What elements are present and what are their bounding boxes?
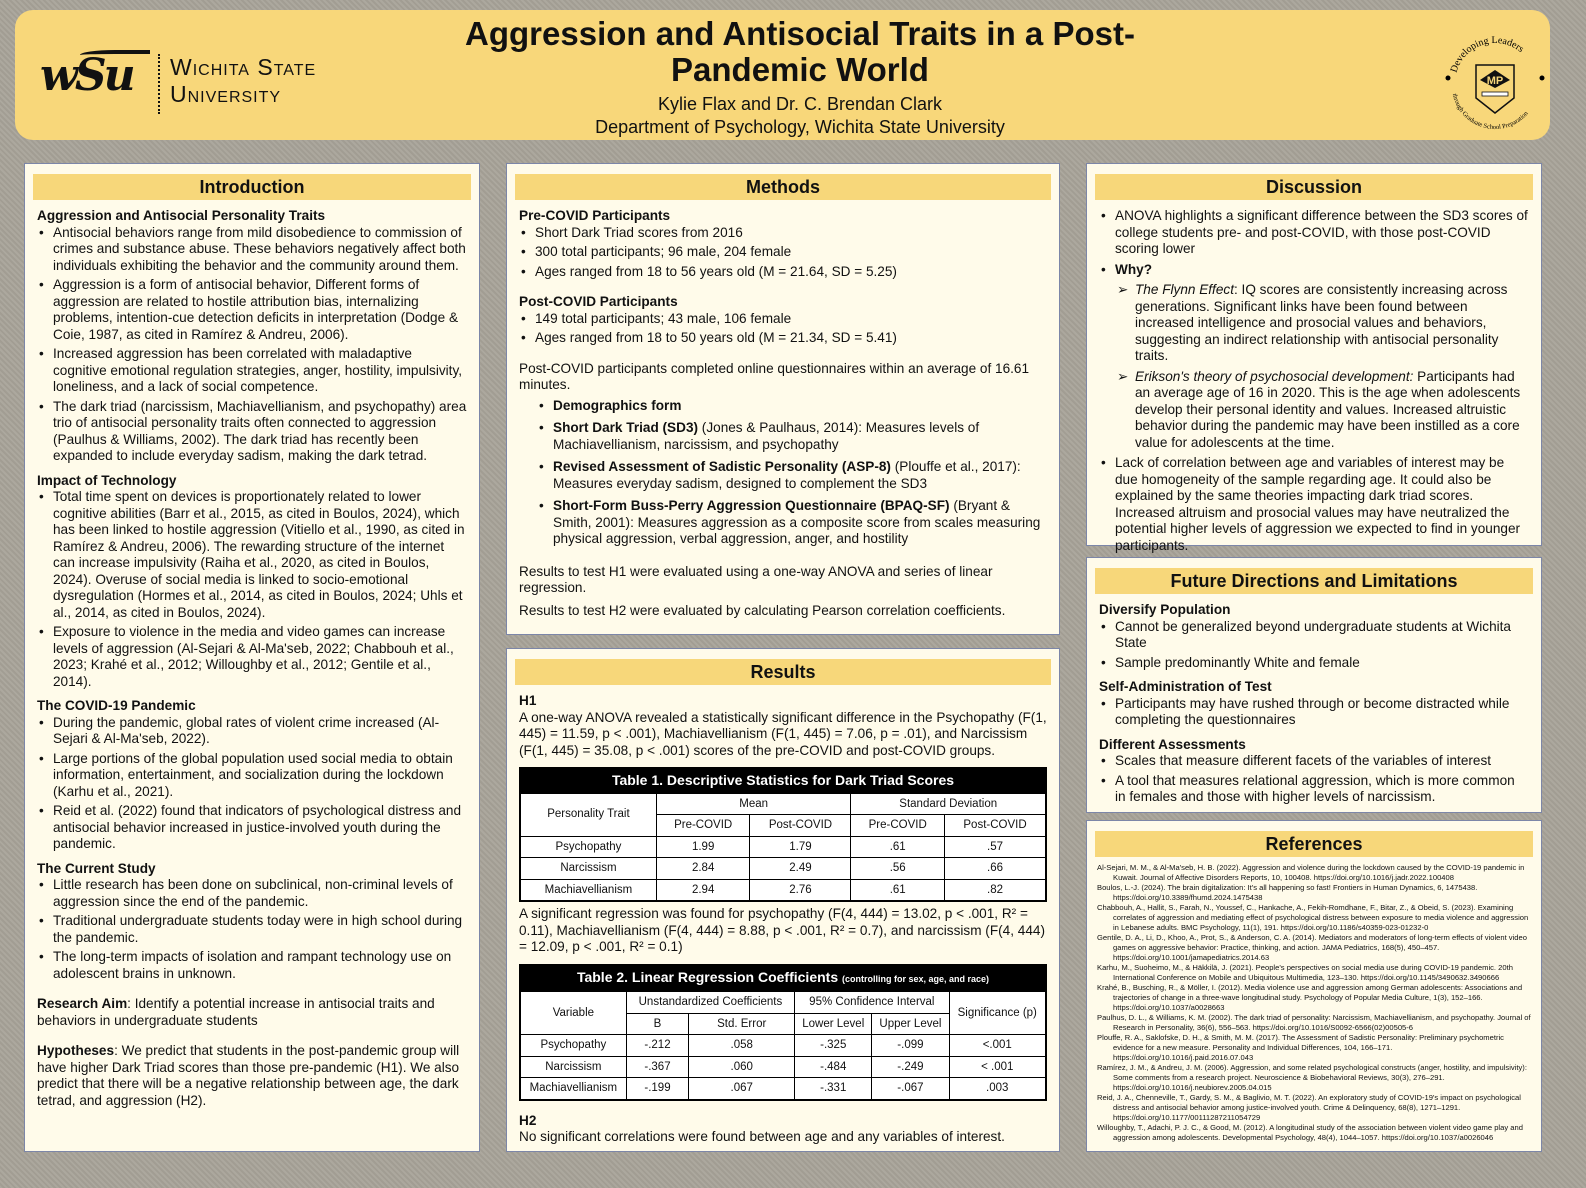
subheading: Self-Administration of Test	[1099, 679, 1272, 694]
column-header: Std. Error	[689, 1013, 795, 1035]
measure-item: • Demographics form	[537, 398, 1047, 415]
university-name: Wichita State University	[170, 54, 317, 107]
list-item: • Sample predominantly White and female	[1099, 655, 1529, 672]
column-header: Mean	[656, 793, 851, 815]
poster-title: Aggression and Antisocial Traits in a Post-Pandemic World	[465, 15, 1135, 88]
table-cell: 2.49	[750, 858, 851, 880]
paragraph: Results to test H2 were evaluated by calculating Pearson correlation coefficients.	[519, 602, 1006, 618]
column-header: Standard Deviation	[851, 793, 1046, 815]
reference-item: Al-Sejari, M. M., & Al-Ma'seb, H. B. (2022). Aggression and violence during the lockdown caused by the COVID-19 pandemic in Kuwait. Journal of Affective Disorders Reports, 10, 100408. https://doi.org/10.1016/j.jadr.2022.100408	[1097, 863, 1525, 882]
table-cell: 2.76	[750, 879, 851, 901]
reference-item: Ramírez, J. M., & Andreu, J. M. (2006). Aggression, and some related psychological constructs (anger, hostility, and impulsivity): Some comments from a research project. Neuroscience & Biobehavioral Reviews, 30(3), 276–291. https://doi.org/10.1016/j.neubiorev.2005.04.015	[1097, 1063, 1527, 1092]
doi-link[interactable]: https://doi.org/10.1145/3490632.3490666	[1360, 973, 1500, 982]
measure-item: • Short-Form Buss-Perry Aggression Questionnaire (BPAQ-SF) (Bryant & Smith, 2001): Measures aggression as a composite score from scales measuring physical aggression, verbal aggression, anger, and hostility	[537, 498, 1047, 548]
column-header: Pre-COVID	[851, 815, 945, 837]
subheading: H1	[519, 693, 537, 708]
table-cell: .058	[689, 1035, 795, 1057]
list-item: • Little research has been done on subclinical, non-criminal levels of aggression since the end of the pandemic.	[37, 877, 467, 910]
table-1	[519, 767, 1047, 902]
table-cell: -.199	[626, 1078, 689, 1100]
column-header: Personality Trait	[521, 793, 657, 836]
table-cell: -.325	[795, 1035, 872, 1057]
svg-text:through Graduate School Prepar: through Graduate School Preparation	[1450, 92, 1530, 132]
subheading: Pre-COVID Participants	[519, 208, 671, 223]
row-label: Machiavellianism	[521, 879, 657, 901]
list-item: • Ages ranged from 18 to 50 years old (M = 21.34, SD = 5.41)	[519, 330, 1047, 347]
table-cell: .57	[945, 836, 1046, 858]
table-cell: 2.84	[656, 858, 750, 880]
table-cell: 1.79	[750, 836, 851, 858]
reference-item: Boulos, L.-J. (2024). The brain digitalization: It's all happening so fast! Frontiers in Human Dynamics, 6, 1475438. https://doi.org/10.3389/fhumd.2024.1475438	[1097, 883, 1478, 902]
doi-link[interactable]: https://doi.org/10.1016/j.jadr.2022.100408	[1313, 873, 1454, 882]
column-header: Post-COVID	[750, 815, 851, 837]
doi-link[interactable]: https://doi.org/10.1177/00111287211054729	[1113, 1113, 1261, 1122]
reference-item: Willoughby, T., Adachi, P. J. C., & Good, M. (2012). A longitudinal study of the association between violent video game play and aggression among adolescents. Developmental Psychology, 48(4), 1044–1057. https://doi.org/10.1037/a0026046	[1097, 1123, 1523, 1142]
poster-header	[15, 10, 1550, 140]
section-heading: References	[1095, 831, 1533, 857]
poster-authors: Kylie Flax and Dr. C. Brendan Clark Department of Psychology, Wichita State University	[595, 94, 1005, 137]
subheading: Post-COVID Participants	[519, 294, 678, 309]
list-item: • Scales that measure different facets of the variables of interest	[1099, 753, 1529, 770]
column-header: Unstandardized Coefficients	[626, 992, 794, 1014]
list-item: • Why?	[1099, 262, 1529, 279]
table-cell: <.001	[949, 1035, 1046, 1057]
reference-item: Chabbouh, A., Hallit, S., Farah, N., Youssef, C., Hankache, A., Fekih-Romdhane, F., Bitar, Z., & Obeid, S. (2023). Examining correlates of aggression and mediating effect of psychological distress between exposure to media violence and aggression in Lebanese adults. BMC Psychology, 11(1), 191. https://doi.org/10.1186/s40359-023-01232-0	[1097, 903, 1529, 932]
table-cell: -.484	[795, 1056, 872, 1078]
paragraph: No significant correlations were found between age and any variables of interest.	[519, 1129, 1005, 1144]
reference-item: Krahé, B., Busching, R., & Möller, I. (2012). Media violence use and aggression among German adolescents: Associations and trajectories of change in a three-wave longitudinal study. Psychology of Popular Media Culture, 1(3), 152–166. https://doi.org/10.1037/a0028663	[1097, 983, 1523, 1012]
references-panel	[1086, 820, 1542, 1152]
row-label: Psychopathy	[521, 836, 657, 858]
list-item: • The long-term impacts of isolation and rampant technology use on adolescent brains in unknown.	[37, 949, 467, 982]
subheading: H2	[519, 1112, 537, 1128]
table-row	[521, 1078, 1046, 1100]
list-item: • Lack of correlation between age and variables of interest may be due homogeneity of the sample regarding age. It could also be explained by the same theories impacting dark triad scores. Increased altruism and prosocial values may have neutralized the potential higher levels of aggression we expected to find in younger participants.	[1099, 455, 1529, 554]
section-heading: Methods	[515, 174, 1051, 200]
logo-divider	[158, 54, 160, 114]
mcnair-program-logo	[1440, 28, 1550, 138]
doi-link[interactable]: https://doi.org/10.1037/a0028663	[1113, 1003, 1225, 1012]
hypotheses: Hypotheses: We predict that students in the post-pandemic group will have higher Dark Triad scores than those pre-pandemic (H1). We also predict that there will be a negative relationship between age, the dark tetrad, and aggression (H2).	[37, 1043, 460, 1108]
reference-item: Reid, J. A., Chenneville, T., Gardy, S. M., & Baglivio, M. T. (2022). An exploratory study of COVID-19's impact on psychological distress and antisocial behavior among justice-involved youth. Crime & Delinquency, 68(8), 1271–1291. https://doi.org/10.1177/00111287211054729	[1097, 1093, 1521, 1122]
row-label: Machiavellianism	[521, 1078, 627, 1100]
list-item: • Large portions of the global population used social media to obtain information, entertainment, and socialization during the lockdown (Karhu et al., 2021).	[37, 751, 467, 801]
sub-item: ➢ Erikson's theory of psychosocial development: Participants had an average age of 16 in 2020. This is the age when adolescents develop their personal identity and values. Increased altruistic behavior during the pandemic may have been instilled as a core value for adolescents at the time.	[1119, 369, 1529, 452]
table-cell: -.212	[626, 1035, 689, 1057]
doi-link[interactable]: https://doi.org/10.1016/j.neubiorev.2005.04.015	[1113, 1083, 1272, 1092]
table-row	[521, 879, 1046, 901]
list-item: • Aggression is a form of antisocial behavior, Different forms of aggression are related to hostile attribution bias, internalizing problems, intention-cue detection deficits in interpretation (Dodge & Coie, 1987, as cited in Ramírez & Andreu, 2006).	[37, 277, 467, 343]
paragraph: Results to test H1 were evaluated using a one-way ANOVA and series of linear regression.	[519, 563, 993, 595]
table-cell: < .001	[949, 1056, 1046, 1078]
wsu-logo-mark: wSu	[40, 50, 133, 101]
table-cell: .56	[851, 858, 945, 880]
svg-text:Developing Leaders: Developing Leaders	[1448, 34, 1526, 75]
reference-item: Plouffe, R. A., Saklofske, D. H., & Smith, M. M. (2017). The Assessment of Sadistic Personality: Preliminary psychometric evidence for a new measure. Personality and Individual Differences, 104, 166–171. https://doi.org/10.1016/j.paid.2016.07.043	[1097, 1033, 1504, 1062]
future-directions-panel	[1086, 557, 1542, 813]
table-caption: Table 2. Linear Regression Coefficients (controlling for sex, age, and race)	[520, 965, 1046, 992]
list-item: • Antisocial behaviors range from mild disobedience to commission of crimes and substance abuse. These behaviors negatively affect both individuals exhibiting the behavior and the community around them.	[37, 225, 467, 275]
table-cell: -.067	[872, 1078, 949, 1100]
section-heading: Discussion	[1095, 174, 1533, 200]
table-cell: .060	[689, 1056, 795, 1078]
table-row	[521, 858, 1046, 880]
section-heading: Introduction	[33, 174, 471, 200]
column-header: Post-COVID	[945, 815, 1046, 837]
research-aim: Research Aim: Identify a potential increase in antisocial traits and behaviors in undergraduate students	[37, 996, 435, 1028]
list-item: • Cannot be generalized beyond undergraduate students at Wichita State	[1099, 619, 1529, 652]
wsu-logo	[40, 42, 340, 122]
list-item: • Total time spent on devices is proportionately related to lower cognitive abilities (Barr et al., 2015, as cited in Boulos, 2024), which has been linked to hostile aggression (Vitiello et al., 1990, as cited in Ramírez & Andreu, 2006). The rewarding structure of the internet can increase impulsivity (Raiha et al., 2020, as cited in Boulos, 2024). Overuse of social media is linked to socio-emotional dysregulation (Hormes et al., 2014, as cited in Boulos, 2024; Uhls et al., 2014, as cited in Boulos, 2024).	[37, 489, 467, 621]
list-item: • Reid et al. (2022) found that indicators of psychological distress and antisocial behavior increased in justice-involved youth during the pandemic.	[37, 803, 467, 853]
list-item: • Exposure to violence in the media and video games can increase levels of aggression (Al-Sejari & Al-Ma'seb, 2022; Chabbouh et al., 2023; Krahé et al., 2012; Willoughby et al., 2012; Gentile et al., 2014).	[37, 624, 467, 690]
table-2	[519, 964, 1047, 1101]
paragraph: A one-way ANOVA revealed a statistically significant difference in the Psychopathy (F(1, 445) = 11.59, p < .001), Machiavellianism (F(1, 445) = 7.06, p = .01), and Narcissism (F(1, 445) = 35.08, p < .001) scores of the pre-COVID and post-COVID groups.	[519, 709, 1047, 758]
column-header: Lower Level	[795, 1013, 872, 1035]
row-label: Narcissism	[521, 858, 657, 880]
table-cell: -.331	[795, 1078, 872, 1100]
subheading: The Current Study	[37, 860, 156, 876]
paragraph: Post-COVID participants completed online questionnaires within an average of 16.61 minutes.	[519, 360, 1030, 392]
introduction-panel	[24, 163, 480, 1152]
list-item: • Participants may have rushed through or become distracted while completing the questionnaires	[1099, 696, 1529, 729]
list-item: • Ages ranged from 18 to 56 years old (M = 21.64, SD = 5.25)	[519, 264, 1047, 281]
measure-item: • Revised Assessment of Sadistic Personality (ASP-8) (Plouffe et al., 2017): Measures everyday sadism, designed to complement the SD3	[537, 459, 1047, 492]
subheading: Diversify Population	[1099, 602, 1231, 617]
table-cell: -.099	[872, 1035, 949, 1057]
table-cell: 2.94	[656, 879, 750, 901]
table-cell: .067	[689, 1078, 795, 1100]
reference-item: Gentile, D. A., Li, D., Khoo, A., Prot, S., & Anderson, C. A. (2014). Mediators and moderators of long-term effects of violent video games on aggressive behavior: Practice, thinking, and action. JAMA Pediatrics, 168(5), 450–457. https://doi.org/10.1001/jamapediatrics.2014.63	[1097, 933, 1527, 962]
results-panel	[506, 648, 1060, 1152]
doi-link[interactable]: https://doi.org/10.1037/a0026046	[1381, 1133, 1494, 1142]
doi-link[interactable]: https://doi.org/10.3389/fhumd.2024.1475438	[1113, 893, 1263, 902]
reference-list	[1087, 863, 1541, 1143]
table-cell: 1.99	[656, 836, 750, 858]
column-header: Significance (p)	[949, 992, 1046, 1035]
table-cell: .003	[949, 1078, 1046, 1100]
measure-item: • Short Dark Triad (SD3) (Jones & Paulhaus, 2014): Measures levels of Machiavellianism, narcissism, and psychopathy	[537, 420, 1047, 453]
reference-item: Paulhus, D. L., & Williams, K. M. (2002). The dark triad of personality: Narcissism, Machiavellianism, and psychopathy. Journal of Research in Personality, 36(6), 556–563. https://doi.org/10.1016/S0092-6566(02)00505-6	[1097, 1013, 1531, 1032]
list-item: • The dark triad (narcissism, Machiavellianism, and psychopathy) area trio of antisocial personality traits often connected to aggression (Paulhus & Williams, 2002). The dark triad has recently been expanded to include everyday sadism, making the dark tetrad.	[37, 399, 467, 465]
section-heading: Future Directions and Limitations	[1095, 568, 1533, 594]
subheading: Different Assessments	[1099, 736, 1246, 752]
section-heading: Results	[515, 659, 1051, 685]
doi-link[interactable]: https://doi.org/10.1016/j.paid.2016.07.043	[1113, 1053, 1254, 1062]
discussion-panel	[1086, 163, 1542, 553]
table-cell: -.367	[626, 1056, 689, 1078]
table-cell: .82	[945, 879, 1046, 901]
table-row	[521, 1056, 1046, 1078]
methods-panel	[506, 163, 1060, 635]
table-cell: .61	[851, 836, 945, 858]
table-row	[521, 836, 1046, 858]
sub-item: ➢ The Flynn Effect: IQ scores are consistently increasing across generations. Significant links have been found between increased intelligence and prosocial values and behaviors, suggesting an indirect relationship with antisocial personality traits.	[1119, 282, 1529, 365]
table-cell: -.249	[872, 1056, 949, 1078]
list-item: • Short Dark Triad scores from 2016	[519, 225, 1047, 242]
column-header: B	[626, 1013, 689, 1035]
column-header: Variable	[521, 992, 627, 1035]
subheading: Impact of Technology	[37, 472, 177, 488]
list-item: • 149 total participants; 43 male, 106 female	[519, 311, 1047, 328]
column-header: 95% Confidence Interval	[795, 992, 949, 1014]
list-item: • ANOVA highlights a significant difference between the SD3 scores of college students pre- and post-COVID, with those post-COVID scoring lower	[1099, 208, 1529, 258]
column-header: Upper Level	[872, 1013, 949, 1035]
table-caption: Table 1. Descriptive Statistics for Dark Triad Scores	[520, 768, 1046, 793]
column-header: Pre-COVID	[656, 815, 750, 837]
table-cell: .66	[945, 858, 1046, 880]
list-item: • A tool that measures relational aggression, which is more common in females and those with higher levels of narcissism.	[1099, 773, 1529, 806]
doi-link[interactable]: https://doi.org/10.1016/S0092-6566(02)00505-6	[1252, 1023, 1414, 1032]
subheading: Aggression and Antisocial Personality Traits	[37, 208, 326, 223]
list-item: • 300 total participants; 96 male, 204 female	[519, 244, 1047, 261]
table-cell: .61	[851, 879, 945, 901]
doi-link[interactable]: https://doi.org/10.1001/jamapediatrics.2014.63	[1113, 953, 1270, 962]
row-label: Narcissism	[521, 1056, 627, 1078]
row-label: Psychopathy	[521, 1035, 627, 1057]
paragraph: A significant regression was found for psychopathy (F(4, 444) = 13.02, p < .001, R² = 0.11), Machiavellianism (F(4, 444) = 8.88, p < .001, R² = 0.7), and narcissism (F(4, 444) = 12.09, p < .001, R² = 0.1)	[519, 906, 1045, 954]
list-item: • During the pandemic, global rates of violent crime increased (Al-Sejari & Al-Ma'seb, 2022).	[37, 715, 467, 748]
reference-item: Karhu, M., Suoheimo, M., & Häkkilä, J. (2021). People's perspectives on social media use during COVID-19 pandemic. 20th International Conference on Mobile and Ubiquitous Multimedia, 123–130. https://doi.org/10.1145/3490632.3490666	[1097, 963, 1513, 982]
svg-text:MP: MP	[1486, 75, 1504, 87]
list-item: • Traditional undergraduate students today were in high school during the pandemic.	[37, 913, 467, 946]
subheading: The COVID-19 Pandemic	[37, 698, 196, 713]
list-item: • Increased aggression has been correlated with maladaptive cognitive emotional regulation strategies, anger, hostility, impulsivity, loneliness, and a lack of social competence.	[37, 346, 467, 396]
table-row	[521, 1035, 1046, 1057]
doi-link[interactable]: https://doi.org/10.1186/s40359-023-01232-0	[1280, 923, 1429, 932]
